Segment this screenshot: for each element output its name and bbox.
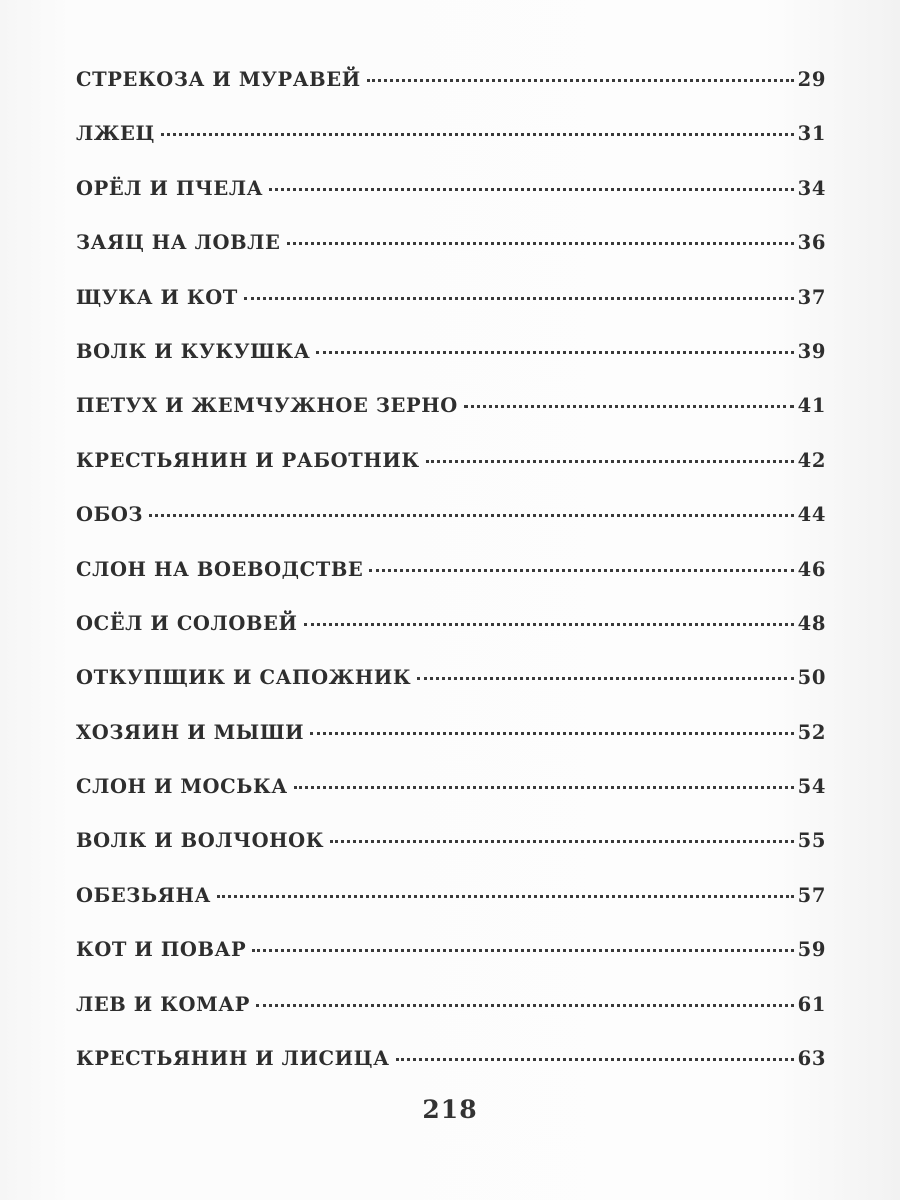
dot-leader: [217, 895, 794, 898]
toc-entry: [76, 775, 826, 829]
toc-entry-title: СЛОН НА ВОЕВОДСТВЕ: [76, 557, 364, 581]
toc-entry-page: 41: [797, 394, 826, 418]
dot-leader: [426, 460, 794, 463]
toc-entry-page: 55: [797, 829, 826, 853]
toc-entry-title: ЗАЯЦ НА ЛОВЛЕ: [76, 231, 281, 255]
toc-entry-page: 31: [797, 122, 826, 146]
toc-entry-title: ВОЛК И ВОЛЧОНОК: [76, 829, 325, 853]
toc-entry-page: 48: [797, 611, 826, 635]
dot-leader: [310, 732, 793, 735]
toc-entry-page: 50: [797, 666, 826, 690]
toc-entry-page: 46: [797, 557, 826, 581]
toc-entry-title: ОТКУПЩИК И САПОЖНИК: [76, 666, 412, 690]
toc-entry: [76, 503, 826, 557]
dot-leader: [269, 188, 793, 191]
toc-entry-title: ЛЖЕЦ: [76, 122, 155, 146]
toc-entry-page: 37: [797, 285, 826, 309]
toc-entry: [76, 884, 826, 938]
toc-entry-title: ОБОЗ: [76, 503, 144, 527]
toc-entry-page: 44: [797, 503, 826, 527]
dot-leader: [256, 1004, 794, 1007]
dot-leader: [330, 840, 794, 843]
toc-entry-title: ПЕТУХ И ЖЕМЧУЖНОЕ ЗЕРНО: [76, 394, 458, 418]
toc-entry: [76, 449, 826, 503]
dot-leader: [149, 514, 794, 517]
toc-entry-page: 59: [797, 938, 826, 962]
toc-entry-title: ЩУКА И КОТ: [76, 285, 238, 309]
toc-entry-title: ВОЛК И КУКУШКА: [76, 339, 311, 363]
toc-entry: [76, 829, 826, 883]
toc-entry-page: 39: [797, 339, 826, 363]
toc-entry: [76, 177, 826, 231]
toc-entry-page: 57: [797, 883, 826, 907]
toc-entry: [76, 666, 826, 720]
toc-entry: [76, 993, 826, 1047]
toc-entry: [76, 938, 826, 992]
dot-leader: [316, 351, 793, 354]
toc-entry-title: ОСЁЛ И СОЛОВЕЙ: [76, 611, 298, 635]
toc-entry-title: КРЕСТЬЯНИН И ЛИСИЦА: [76, 1047, 390, 1071]
toc-entry-title: ХОЗЯИН И МЫШИ: [76, 720, 305, 744]
toc-entry-title: КОТ И ПОВАР: [76, 938, 247, 962]
toc-entry-page: 54: [797, 775, 826, 799]
toc-entry: [76, 612, 826, 666]
toc-entry: [76, 558, 826, 612]
toc-entry-page: 61: [797, 992, 826, 1016]
table-of-contents: [76, 68, 826, 1101]
toc-entry: [76, 231, 826, 285]
toc-entry-title: ЛЕВ И КОМАР: [76, 992, 251, 1016]
toc-entry-page: 34: [797, 176, 826, 200]
dot-leader: [294, 786, 794, 789]
toc-entry-title: СТРЕКОЗА И МУРАВЕЙ: [76, 68, 361, 91]
toc-entry-title: ОБЕЗЬЯНА: [76, 883, 211, 907]
toc-entry: [76, 340, 826, 394]
dot-leader: [417, 677, 793, 680]
toc-entry-title: КРЕСТЬЯНИН И РАБОТНИК: [76, 448, 420, 472]
toc-entry: [76, 122, 826, 176]
toc-entry-page: 29: [797, 68, 826, 91]
page-number: 218: [422, 1095, 478, 1124]
dot-leader: [464, 405, 794, 408]
dot-leader: [287, 242, 794, 245]
toc-entry-page: 42: [797, 448, 826, 472]
toc-entry-title: ОРЁЛ И ПЧЕЛА: [76, 176, 264, 200]
dot-leader: [244, 297, 794, 300]
toc-entry: [76, 68, 826, 122]
dot-leader: [396, 1058, 794, 1061]
toc-entry: [76, 721, 826, 775]
toc-entry-page: 52: [797, 720, 826, 744]
dot-leader: [161, 133, 794, 136]
toc-entry-title: СЛОН И МОСЬКА: [76, 775, 288, 799]
toc-entry: [76, 1047, 826, 1101]
dot-leader: [367, 79, 794, 82]
toc-entry-page: 36: [797, 231, 826, 255]
toc-entry: [76, 286, 826, 340]
dot-leader: [252, 949, 793, 952]
dot-leader: [304, 623, 794, 626]
toc-entry-page: 63: [797, 1047, 826, 1071]
dot-leader: [369, 569, 793, 572]
toc-entry: [76, 394, 826, 448]
